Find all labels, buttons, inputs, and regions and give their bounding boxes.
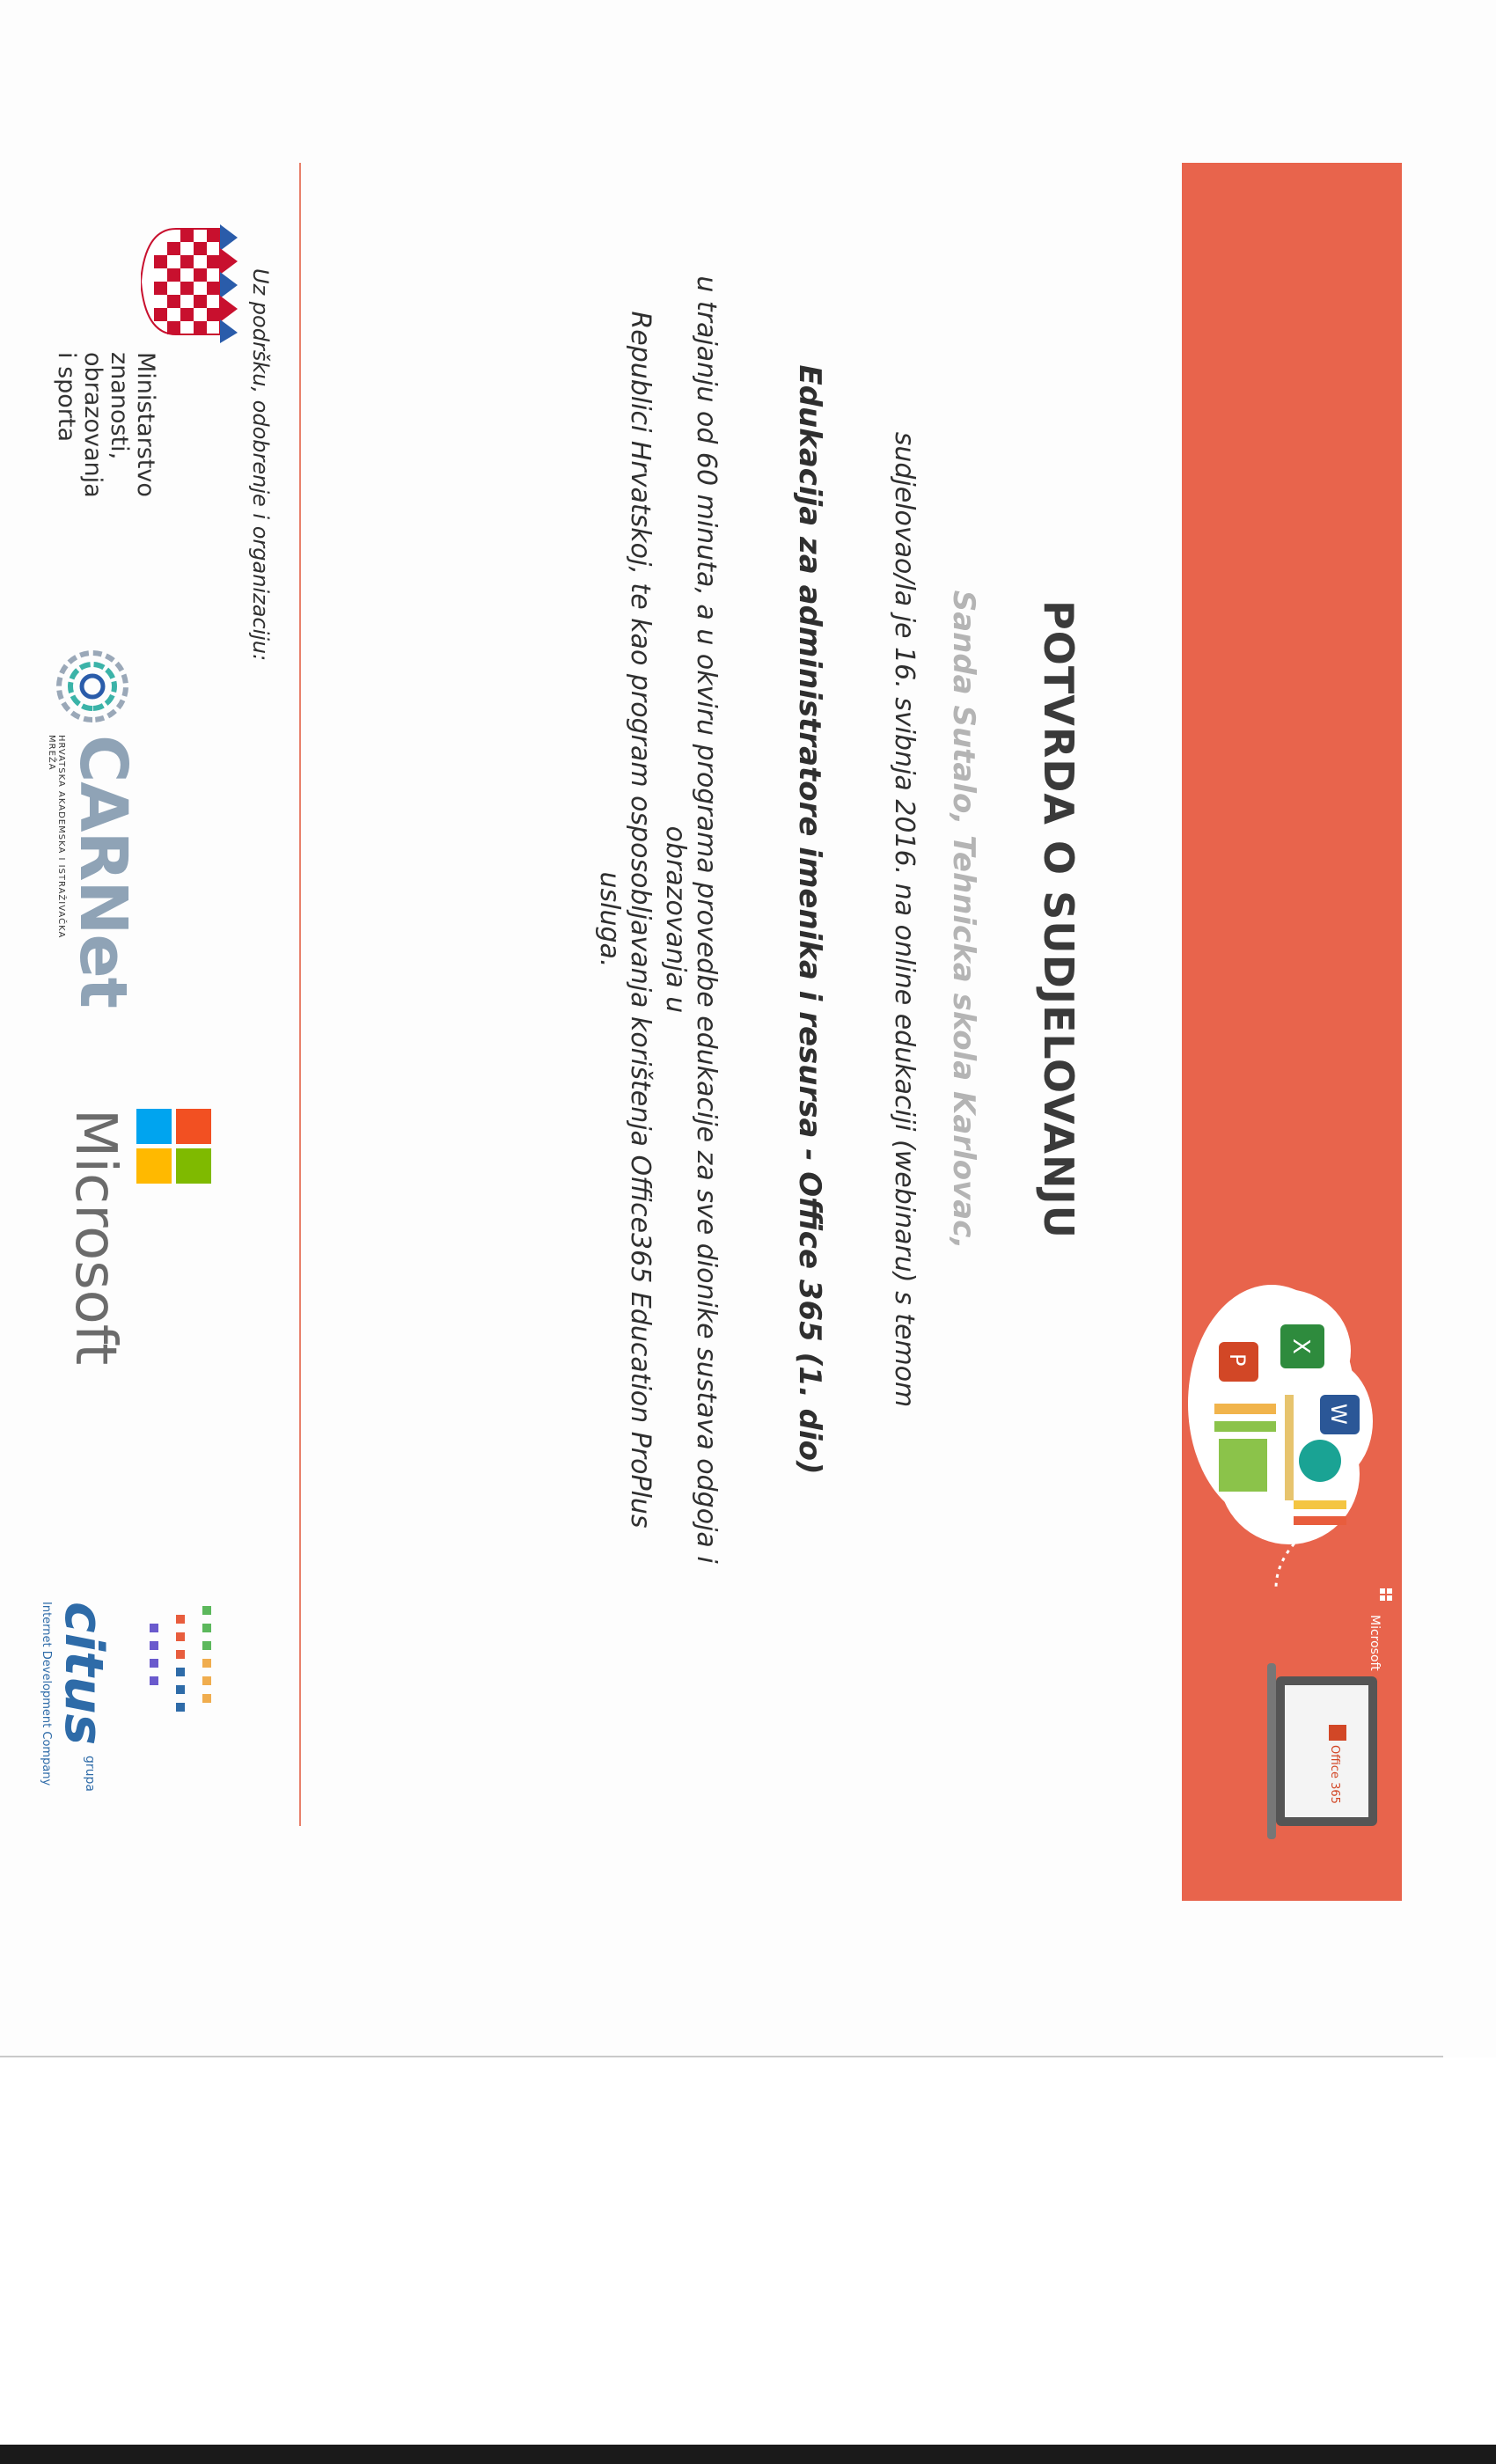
ministry-logo bbox=[35, 220, 238, 498]
support-label: Uz podršku, odobrenje i organizaciju: bbox=[248, 268, 273, 662]
scan-background bbox=[0, 2057, 1496, 2464]
carnet-subtitle: HRVATSKA AKADEMSKA I ISTRAŽIVAČKA MREŽA bbox=[47, 735, 66, 939]
svg-text:Office 365: Office 365 bbox=[1328, 1745, 1341, 1804]
scanner-edge bbox=[0, 2445, 1496, 2464]
program-line: Republici Hrvatskoj, te kao program osposobljavanja korištenja Office365 Education ProPlus usluga. bbox=[594, 311, 656, 1529]
certificate-title: POTVRDA O SUDJELOVANJU bbox=[1035, 600, 1082, 1239]
ministry-line-1: Ministarstvo bbox=[132, 352, 159, 497]
citus-wordmark: citus bbox=[53, 1602, 114, 1746]
microsoft-windows-icon bbox=[132, 1109, 211, 1188]
carnet-wordmark: CARNet bbox=[65, 735, 141, 1008]
course-topic: Edukacija za administratore imenika i resursa - Office 365 (1. dio) bbox=[792, 364, 827, 1475]
duration-line: u trajanju od 60 minuta, a u okviru programa provedbe edukacije za sve dionike sustava odgoja i obrazovanja u bbox=[660, 275, 722, 1564]
paper-edge bbox=[0, 2056, 1443, 2057]
citus-subtitle: Internet Development Company bbox=[40, 1602, 53, 1786]
divider bbox=[299, 163, 301, 1826]
svg-text:X: X bbox=[1287, 1338, 1314, 1354]
banner-microsoft-label: Microsoft bbox=[1368, 1615, 1382, 1671]
microsoft-wordmark: Microsoft bbox=[62, 1109, 128, 1366]
carnet-swirl-icon bbox=[53, 647, 132, 726]
ministry-line-2: znanosti, bbox=[106, 352, 133, 460]
svg-text:P: P bbox=[1225, 1353, 1250, 1367]
citus-logo bbox=[18, 1584, 220, 1795]
citus-mark-icon bbox=[123, 1602, 220, 1742]
intro-line: sudjelovao/la je 16. svibnja 2016. na online edukaciji (webinaru) s temom bbox=[889, 431, 920, 1408]
citus-grupa: grupa bbox=[83, 1756, 97, 1792]
carnet-logo bbox=[35, 642, 229, 1008]
ministry-line-3: obrazovanja bbox=[79, 352, 106, 498]
coat-of-arms-icon bbox=[141, 220, 238, 343]
microsoft-logo bbox=[35, 1109, 211, 1461]
participant-name: Sanda Sutalo, Tehnicka skola Karlovac, bbox=[946, 590, 981, 1250]
svg-text:W: W bbox=[1326, 1404, 1351, 1425]
ministry-name bbox=[53, 352, 159, 498]
ministry-line-4: i sporta bbox=[53, 352, 80, 443]
